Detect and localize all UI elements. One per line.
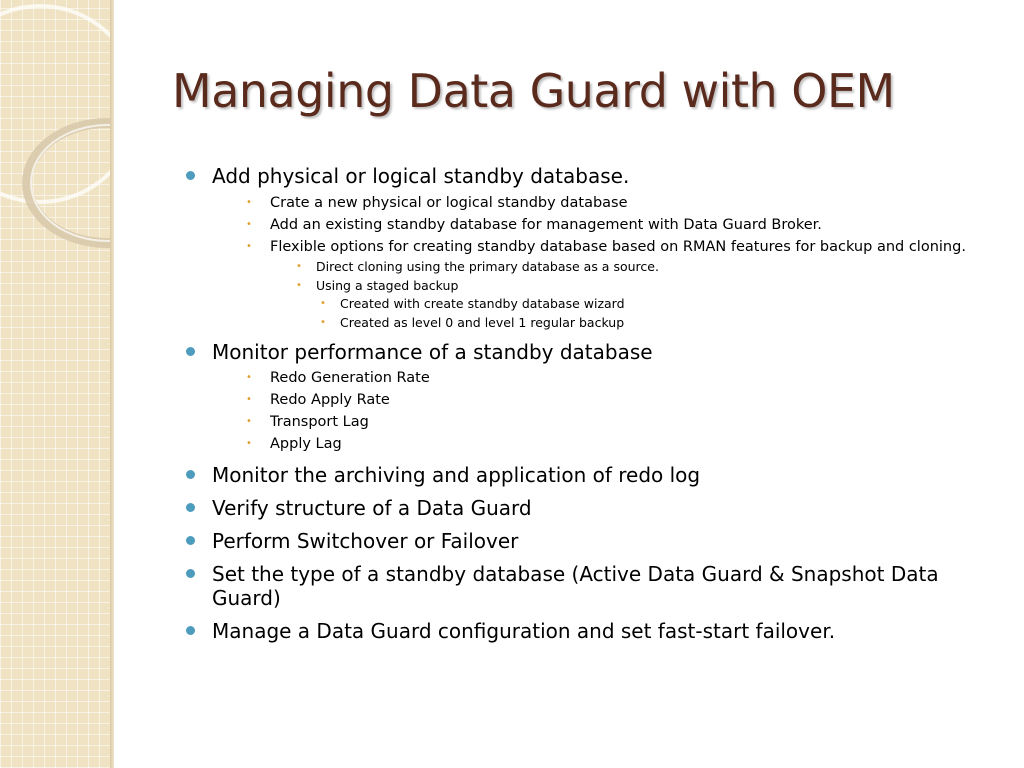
sub-bullet-text: Redo Generation Rate — [270, 370, 430, 386]
bullet-dot-icon — [186, 470, 195, 479]
sub-bullet-text: Add an existing standby database for management with Data Guard Broker. — [270, 217, 822, 233]
bullet-item — [186, 164, 986, 188]
bullet-text: Monitor performance of a standby database — [212, 340, 653, 364]
sub-bullet-icon: • — [246, 394, 252, 405]
bullet-text: Add physical or logical standby database. — [212, 164, 630, 188]
sub-bullet-item — [186, 192, 986, 214]
sub-list — [186, 367, 986, 455]
sub-bullet-icon: • — [246, 372, 252, 383]
sub-bullet-item — [186, 389, 986, 411]
sub-sub-bullet-text: Direct cloning using the primary database as a source. — [316, 259, 659, 274]
sub-bullet-item — [186, 236, 986, 258]
bullet-item — [186, 562, 986, 610]
sub-bullet-text: Transport Lag — [270, 414, 369, 430]
sub-bullet-item — [186, 411, 986, 433]
bullet-text: Set the type of a standby database (Active Data Guard & Snapshot Data Guard) — [212, 562, 939, 610]
sub-bullet-item — [186, 214, 986, 236]
sub-bullet-icon: • — [246, 416, 252, 427]
sub-sub-bullet-item — [186, 277, 986, 296]
level4-bullet-text: Created with create standby database wizard — [340, 296, 625, 311]
level4-bullet-item — [186, 314, 986, 333]
slide-body — [186, 164, 986, 652]
level4-bullet-text: Created as level 0 and level 1 regular backup — [340, 314, 625, 330]
sub-bullet-icon: • — [320, 298, 326, 309]
bullet-text: Manage a Data Guard configuration and set fast-start failover. — [212, 619, 836, 643]
bullet-item — [186, 529, 986, 553]
sub-bullet-icon: • — [320, 316, 326, 328]
sub-sub-bullet-item — [186, 258, 986, 277]
bullet-item — [186, 496, 986, 520]
bullet-dot-icon — [186, 171, 195, 180]
decorative-side-panel — [0, 0, 112, 768]
bullet-item — [186, 463, 986, 487]
sub-bullet-icon: • — [246, 197, 252, 208]
slide-title: Managing Data Guard with OEM — [172, 64, 895, 118]
sub-bullet-text: Apply Lag — [270, 436, 342, 452]
sub-bullet-icon: • — [246, 219, 252, 230]
bullet-item — [186, 619, 986, 643]
bullet-dot-icon — [186, 503, 195, 512]
sub-list — [186, 192, 986, 332]
bullet-text: Monitor the archiving and application of redo log — [212, 463, 701, 487]
sub-bullet-icon: • — [246, 438, 252, 449]
bullet-dot-icon — [186, 626, 195, 635]
bullet-item — [186, 340, 986, 364]
sub-bullet-icon: • — [296, 279, 302, 291]
sub-sub-bullet-text: Using a staged backup — [316, 277, 459, 293]
level4-bullet-item — [186, 295, 986, 314]
bullet-text: Verify structure of a Data Guard — [212, 496, 532, 520]
sub-bullet-text: Crate a new physical or logical standby database — [270, 195, 628, 211]
sub-bullet-text: Redo Apply Rate — [270, 392, 390, 408]
sub-bullet-icon: • — [296, 261, 302, 272]
sub-bullet-item — [186, 367, 986, 389]
sub-bullet-icon: • — [246, 241, 252, 252]
bullet-dot-icon — [186, 347, 195, 356]
sub-bullet-item — [186, 433, 986, 455]
sub-bullet-text: Flexible options for creating standby database based on RMAN features for backup and cloning. — [270, 239, 966, 255]
bullet-dot-icon — [186, 536, 195, 545]
bullet-dot-icon — [186, 569, 195, 578]
side-panel-edge — [110, 0, 114, 768]
bullet-text: Perform Switchover or Failover — [212, 529, 519, 553]
